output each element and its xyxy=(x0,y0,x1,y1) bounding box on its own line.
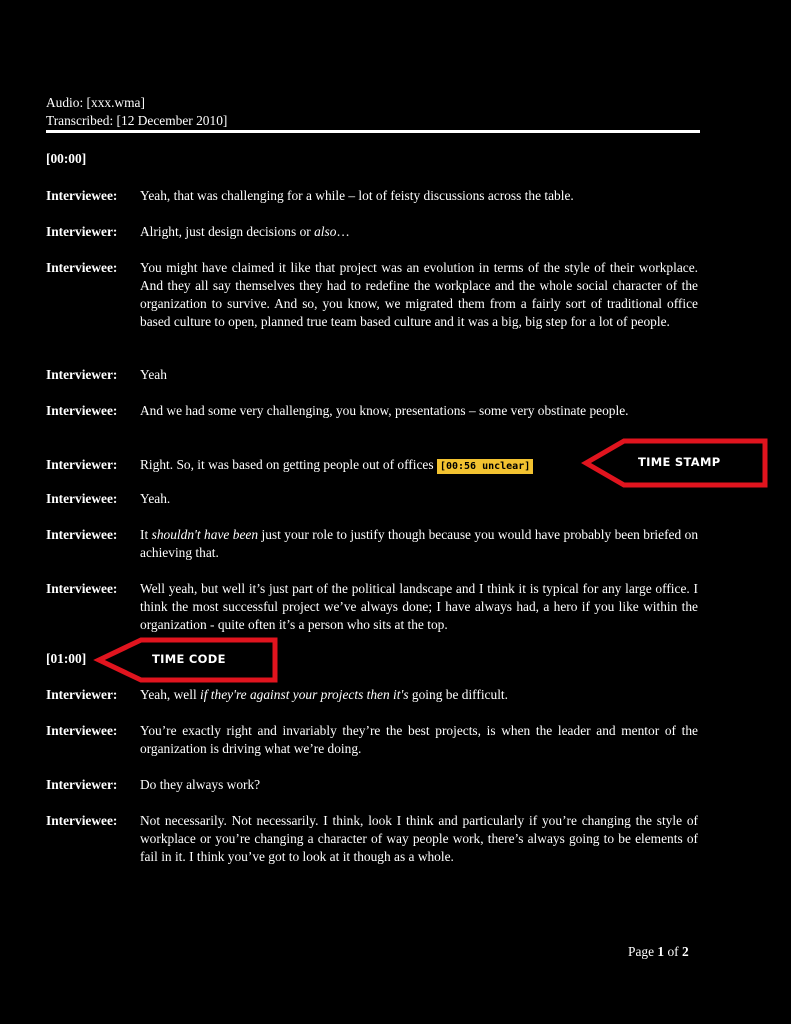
emphasis-text: if they're against your projects then it's xyxy=(200,687,409,702)
transcript-row xyxy=(46,812,698,866)
utterance-text: Not necessarily. Not necessarily. I think, look I think and particularly if you’re changing the style of workplace or you’re changing a character of way people work, there’s always going to be elements of fail in it. I think you’ve got to look at it though as a whole. xyxy=(140,813,698,864)
transcript-row xyxy=(46,776,698,794)
speaker-label: Interviewee: xyxy=(46,527,118,542)
utterance-text: Yeah, well if they're against your projects then it's going be difficult. xyxy=(140,687,508,702)
utterance-text: You’re exactly right and invariably they’re the best projects, is when the leader and mentor of the organization is driving what we’re doing. xyxy=(140,723,698,756)
emphasis-text: shouldn't have been xyxy=(151,527,259,542)
unclear-time-stamp: [00:56 unclear] xyxy=(437,459,533,474)
speaker-label: Interviewer: xyxy=(46,367,118,382)
time-code-00-00: [00:00] xyxy=(46,151,87,166)
utterance-text: Right. So, it was based on getting people out of offices [00:56 unclear] xyxy=(140,456,698,476)
utterance-text: Alright, just design decisions or also… xyxy=(140,224,350,239)
utterance-text: You might have claimed it like that project was an evolution in terms of the style of their workplace. And they all say themselves they had to redefine the workplace and the whole social character of the organization to survive. And so, you know, we migrated them from a fairly sort of traditional office based culture to open, planned true team based culture and it was a big, big step for a lot of people. xyxy=(140,260,698,329)
utterance-text: And we had some very challenging, you know, presentations – some very obstinate people. xyxy=(140,403,629,418)
transcribed-line: Transcribed: [12 December 2010] xyxy=(46,113,228,128)
speaker-label: Interviewer: xyxy=(46,687,118,702)
transcript-row xyxy=(46,722,698,758)
speaker-label: Interviewee: xyxy=(46,581,118,596)
speaker-label: Interviewee: xyxy=(46,723,118,738)
speaker-label: Interviewer: xyxy=(46,457,118,472)
page-number: Page 1 of 2 xyxy=(628,944,689,959)
speaker-label: Interviewee: xyxy=(46,813,118,828)
emphasis-text: also xyxy=(314,224,337,239)
speaker-label: Interviewee: xyxy=(46,403,118,418)
utterance-text: Well yeah, but well it’s just part of the political landscape and I think it is typical for any large office. I think the most successful project we’ve always done; I have always had, a hero if you like within the organization - quite often it’s a person who sits at the top. xyxy=(140,581,698,632)
header-divider xyxy=(46,130,700,133)
utterance-text: Yeah xyxy=(140,367,167,382)
time-stamp-callout-label: TIME STAMP xyxy=(638,455,721,469)
transcript-row xyxy=(46,402,698,420)
transcript-row xyxy=(46,223,698,241)
speaker-label: Interviewee: xyxy=(46,260,118,275)
transcript-row xyxy=(46,187,698,205)
audio-line: Audio: [xxx.wma] xyxy=(46,95,145,110)
transcript-row xyxy=(46,259,698,331)
utterance-text: Yeah, that was challenging for a while – lot of feisty discussions across the table. xyxy=(140,188,574,203)
transcript-row xyxy=(46,686,698,704)
transcript-row xyxy=(46,490,698,508)
transcript-row xyxy=(46,366,698,384)
speaker-label: Interviewee: xyxy=(46,188,118,203)
speaker-label: Interviewee: xyxy=(46,491,118,506)
time-code-callout-label: TIME CODE xyxy=(152,652,226,666)
time-code-01-00: [01:00] xyxy=(46,651,87,666)
transcript-row xyxy=(46,526,698,562)
transcript-row xyxy=(46,580,698,634)
utterance-text: Do they always work? xyxy=(140,777,261,792)
utterance-text: Yeah. xyxy=(140,491,171,506)
speaker-label: Interviewer: xyxy=(46,777,118,792)
speaker-label: Interviewer: xyxy=(46,224,118,239)
utterance-text: It shouldn't have been just your role to justify though because you would have probably been briefed on achieving that. xyxy=(140,527,699,560)
